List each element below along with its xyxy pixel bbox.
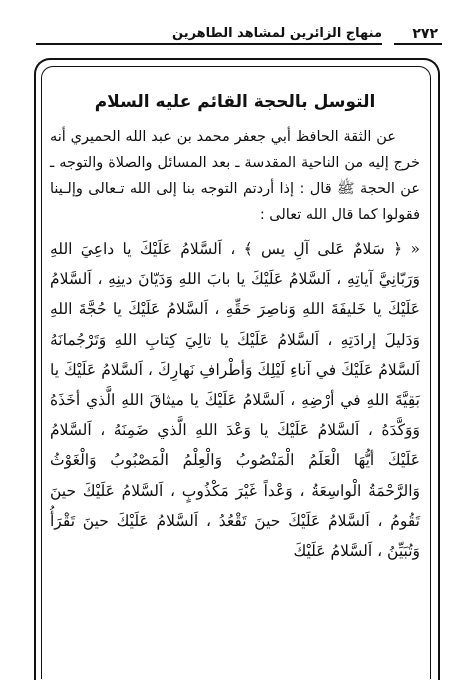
running-title: منهاج الزائرين لمشاهد الطاهرين <box>172 26 382 41</box>
page-header <box>36 22 442 52</box>
page-body <box>50 92 420 566</box>
page-number: ٢٧٢ <box>412 26 438 42</box>
section-title: التوسل بالحجة القائم عليه السلام <box>94 92 376 112</box>
intro-paragraph: عن الثقة الحافظ أبي جعفر محمد بن عبد الله الحميري أنه خرج إليه من الناحية المقدسة ـ بعد المسائل والصلاة والتوجه ـ عن الحجة ﷺ قال : إذا أردتم التوجه بنا إلى الله تـعالى وإلـينا فقولوا كما قال الله تعالى : <box>50 129 420 223</box>
header-rule-ornament <box>382 41 394 47</box>
prayer-text: « ﴿ سَلامٌ عَلى آلِ يس ﴾ ، اَلسَّلامُ عَلَيْكَ يا داعِيَ اللهِ وَرَبّانِيَّ آياتِهِ ، اَلسَّلامُ عَلَيْكَ يا بابَ اللهِ وَدَيّانَ دينِهِ ، اَلسَّلامُ عَلَيْكَ يا خَليفَةَ اللهِ وَناصِرَ حَقِّهِ ، اَلسَّلامُ عَلَيْكَ يا حُجَّةَ اللهِ وَدَليلَ إرادَتِهِ ، اَلسَّلامُ عَلَيْكَ يا تالِيَ كِتابِ اللهِ وَتَرْجُمانَهُ اَلسَّلامُ عَلَيْكَ في آناءِ لَيْلِكَ وَأطْرافِ نَهارِكَ ، اَلسَّلامُ عَلَيْكَ يا بَقِيَّةَ اللهِ في أرْضِهِ ، اَلسَّلامُ عَلَيْكَ يا ميثاقَ اللهِ الَّذي أخَذَهُ وَوَكَّدَهُ ، اَلسَّلامُ عَلَيْكَ يا وَعْدَ اللهِ الَّذي ضَمِنَهُ ، اَلسَّلامُ عَلَيْكَ أيُّهَا الْعَلَمُ الْمَنْصُوبُ وَالْعِلْمُ الْمَصْبُوبُ وَالْغَوْثُ وَالرَّحْمَةُ الْواسِعَةُ ، وَعْداً غَيْرَ مَكْذُوبٍ ، اَلسَّلامُ عَلَيْكَ حينَ تَقُومُ ، اَلسَّلامُ عَلَيْكَ حينَ تَقْعُدُ ، اَلسَّلامُ عَلَيْكَ حينَ تَقْرَأُ وَتُبَيِّنُ ، اَلسَّلامُ عَلَيْكَ <box>50 240 420 561</box>
